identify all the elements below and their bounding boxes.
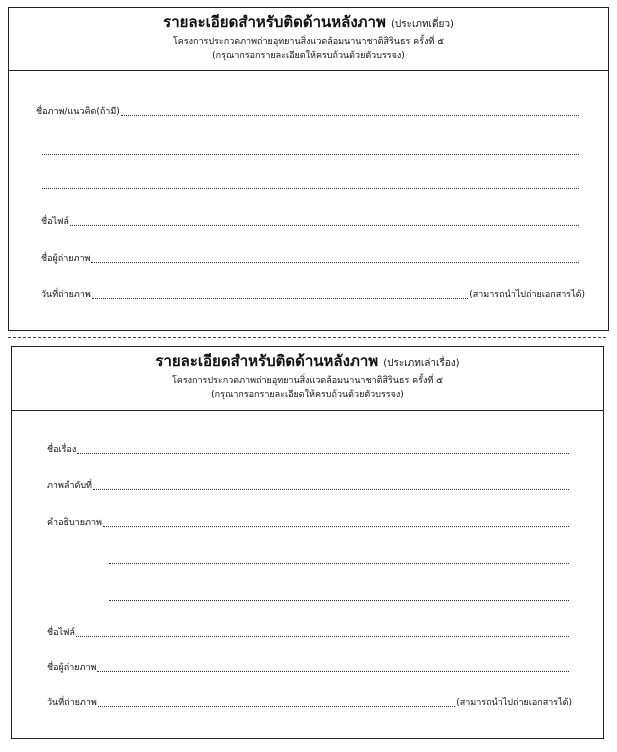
- photo-title-continuation-2[interactable]: [41, 179, 580, 191]
- photo-description-continuation-1[interactable]: [108, 554, 570, 566]
- photo-title-field[interactable]: [36, 106, 580, 118]
- dotted-line: [92, 289, 468, 299]
- photocopy-note: (สามารถนำไปถ่ายเอกสารได้): [469, 290, 585, 300]
- field-label: วันที่ถ่ายภาพ: [47, 698, 97, 708]
- form-title-line: [12, 351, 603, 374]
- cut-line: [8, 337, 606, 338]
- field-label: ภาพลำดับที่: [47, 481, 92, 491]
- photo-date-field[interactable]: [41, 289, 585, 301]
- instruction-note: (กรุณากรอกรายละเอียดให้ครบถ้วนด้วยตัวบรรจง): [211, 390, 404, 400]
- field-label: ชื่อผู้ถ่ายภาพ: [47, 663, 97, 673]
- photo-date-field[interactable]: [47, 697, 572, 709]
- dotted-line: [109, 554, 569, 564]
- project-subtitle: โครงการประกวดภาพถ่ายอุทยานสิ่งแวดล้อมนานาชาติสิรินธร ครั้งที่ ๕: [171, 376, 444, 386]
- field-label: ชื่อไฟล์: [41, 217, 69, 227]
- field-label: ชื่อเรื่อง: [47, 445, 77, 455]
- single-photo-form: [8, 7, 609, 331]
- file-name-field[interactable]: [41, 216, 580, 228]
- dotted-line: [109, 591, 569, 601]
- field-label: คำอธิบายภาพ: [47, 518, 102, 528]
- photocopy-note: (สามารถนำไปถ่ายเอกสารได้): [456, 698, 572, 708]
- instruction-note: (กรุณากรอกรายละเอียดให้ครบถ้วนด้วยตัวบรรจง): [212, 51, 405, 61]
- form-title-line: [9, 12, 608, 35]
- dotted-line: [93, 480, 569, 490]
- dotted-line: [103, 517, 569, 527]
- photo-story-form: [11, 346, 604, 739]
- form-type: (ประเภทเล่าเรื่อง): [383, 358, 460, 369]
- dotted-line: [77, 444, 569, 454]
- photo-title-continuation-1[interactable]: [41, 145, 580, 157]
- photo-description-continuation-2[interactable]: [108, 591, 570, 603]
- form-title: รายละเอียดสำหรับติดด้านหลังภาพ: [155, 352, 379, 370]
- photo-order-field[interactable]: [47, 480, 570, 492]
- field-label: ชื่อไฟล์: [47, 628, 75, 638]
- dotted-line: [97, 662, 569, 672]
- field-label: ชื่อผู้ถ่ายภาพ: [41, 254, 91, 264]
- project-subtitle: โครงการประกวดภาพถ่ายอุทยานสิ่งแวดล้อมนานาชาติสิรินธร ครั้งที่ ๕: [172, 37, 445, 47]
- photographer-field[interactable]: [47, 662, 570, 674]
- photo-description-field[interactable]: [47, 517, 570, 529]
- form-header: [12, 347, 603, 411]
- form-type: (ประเภทเดี่ยว): [390, 19, 454, 30]
- story-title-field[interactable]: [47, 444, 570, 456]
- file-name-field[interactable]: [47, 627, 570, 639]
- dotted-line: [121, 106, 579, 116]
- field-label: วันที่ถ่ายภาพ: [41, 290, 91, 300]
- form-title: รายละเอียดสำหรับติดด้านหลังภาพ: [163, 13, 386, 31]
- dotted-line: [42, 145, 579, 155]
- dotted-line: [91, 253, 579, 263]
- photographer-field[interactable]: [41, 253, 580, 265]
- dotted-line: [76, 627, 569, 637]
- field-label: ชื่อภาพ/แนวคิด(ถ้ามี): [36, 107, 120, 117]
- dotted-line: [70, 216, 579, 226]
- dotted-line: [98, 697, 455, 707]
- dotted-line: [42, 179, 579, 189]
- form-header: [9, 8, 608, 71]
